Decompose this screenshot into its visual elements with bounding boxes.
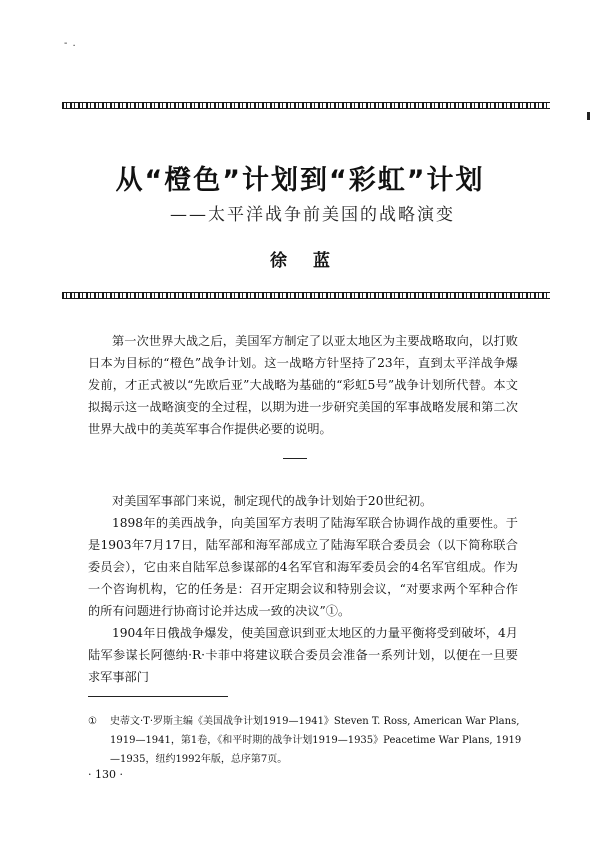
ornament-rule-bottom bbox=[62, 292, 550, 299]
footnote-number: ① bbox=[88, 716, 97, 727]
article-author: 徐 蓝 bbox=[270, 251, 330, 271]
article-subtitle: ——太平洋战争前美国的战略演变 bbox=[170, 205, 455, 225]
body-text bbox=[88, 490, 518, 688]
footnote-rule bbox=[88, 696, 228, 697]
article-title: 从“橙色”计划到“彩虹”计划 bbox=[115, 165, 485, 196]
body-paragraph: 1904年日俄战争爆发，使美国意识到亚太地区的力量平衡将受到破坏，4月陆军参谋长阿德纳·R·卡菲中将建议联合委员会准备一系列计划，以便在一旦要求军事部门 bbox=[88, 626, 518, 684]
abstract: 第一次世界大战之后，美国军方制定了以亚太地区为主要战略取向，以打败日本为目标的“橙色”战争计划。这一战略方针坚持了23年，直到太平洋战争爆发前，才正式被以“先欧后亚”大战略为基础的“彩虹5号”战争计划所代替。本文拟揭示这一战略演变的全过程，以期为进一步研究美国的军事战略发展和第二次世界大战中的美英军事合作提供必要的说明。 bbox=[88, 334, 518, 436]
section-mark bbox=[283, 458, 307, 459]
edge-scan-mark bbox=[587, 112, 590, 120]
body-paragraph: 1898年的美西战争，向美国军方表明了陆海军联合协调作战的重要性。于是1903年7月17日，陆军部和海军部成立了陆海军联合委员会（以下简称联合委员会），它由来自陆军总参谋部的4名军官和海军委员会的4名军官组成。作为一个咨询机构，它的任务是：召开定期会议和特别会议，“对要求两个军种合作的所有问题进行协商讨论并达成一致的决议”①。 bbox=[88, 516, 518, 618]
corner-mark: - . bbox=[64, 38, 77, 49]
footnote bbox=[88, 712, 528, 769]
footnote-text: 史蒂文·T·罗斯主编《美国战争计划1919—1941》Steven T. Ross, American War Plans, 1919—1941，第1卷，《和平时期的战争计划1919—1935》Peacetime War Plans, 1919—1935，纽约1992年版，总序第7页。 bbox=[110, 716, 522, 765]
ornament-rule-top bbox=[62, 102, 550, 109]
body-paragraph: 对美国军事部门来说，制定现代的战争计划始于20世纪初。 bbox=[112, 494, 433, 508]
page-number: · 130 · bbox=[88, 768, 123, 781]
